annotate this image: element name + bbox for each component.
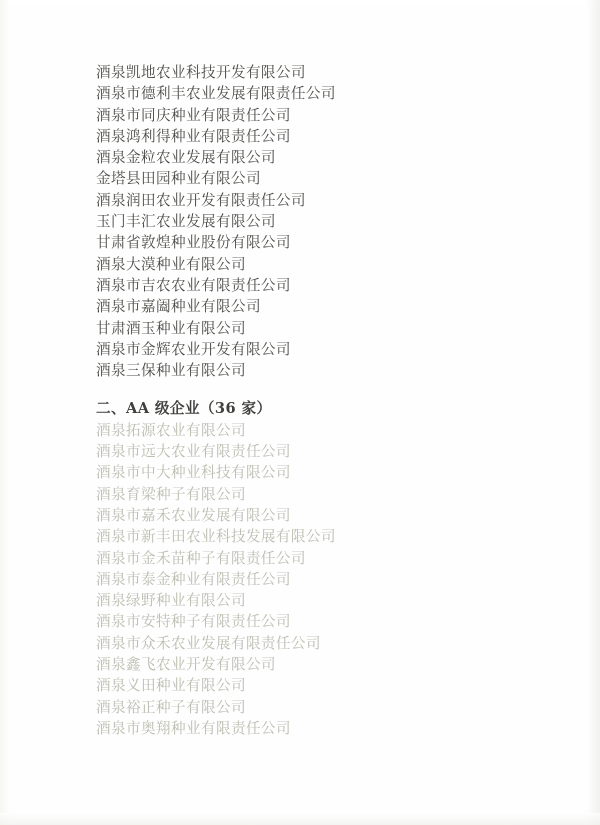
company-name-line: 酒泉大漠种业有限公司 — [96, 255, 246, 273]
paragraph-spacer — [96, 381, 560, 398]
company-name-line: 酒泉金粒农业发展有限公司 — [96, 149, 276, 167]
company-name-line: 酒泉市嘉禾农业发展有限公司 — [96, 506, 291, 524]
company-name-line: 金塔县田园种业有限公司 — [96, 170, 261, 188]
page-top-margin — [0, 0, 600, 6]
company-name-line: 酒泉鑫飞农业开发有限公司 — [96, 656, 276, 674]
company-name-line: 酒泉润田农业开发有限责任公司 — [96, 191, 306, 209]
company-name-line: 酒泉裕正种子有限公司 — [96, 698, 246, 716]
document-body — [96, 62, 560, 739]
company-name-line: 酒泉市远大农业有限责任公司 — [96, 443, 291, 461]
page-left-edge-shading — [0, 0, 10, 825]
company-name-line: 酒泉市吉农农业有限责任公司 — [96, 276, 291, 294]
company-name-line: 甘肃省敦煌种业股份有限公司 — [96, 234, 291, 252]
page-right-edge-shading — [586, 0, 600, 825]
company-name-line: 酒泉三保种业有限公司 — [96, 362, 246, 380]
company-name-line: 酒泉市新丰田农业科技发展有限公司 — [96, 528, 336, 546]
company-name-line: 酒泉市德利丰农业发展有限责任公司 — [96, 85, 336, 103]
company-name-line: 酒泉市安特种子有限责任公司 — [96, 613, 291, 631]
company-name-line: 酒泉凯地农业科技开发有限公司 — [96, 64, 306, 81]
company-name-line: 酒泉市泰金种业有限责任公司 — [96, 570, 291, 588]
section-heading: 二、AA 级企业（36 家） — [96, 400, 272, 418]
company-name-line: 酒泉义田种业有限公司 — [96, 677, 246, 695]
company-name-line: 甘肃酒玉种业有限公司 — [96, 319, 246, 337]
company-name-line: 酒泉市奥翔种业有限责任公司 — [96, 719, 291, 737]
company-name-line: 酒泉市金禾苗种子有限责任公司 — [96, 549, 306, 567]
company-name-line: 酒泉市中大种业科技有限公司 — [96, 464, 291, 482]
company-name-line: 酒泉市金辉农业开发有限公司 — [96, 340, 291, 358]
company-name-line: 酒泉拓源农业有限公司 — [96, 421, 246, 439]
company-name-line: 玉门丰汇农业发展有限公司 — [96, 213, 276, 231]
company-name-line: 酒泉绿野种业有限公司 — [96, 592, 246, 610]
company-name-line: 酒泉市嘉阖种业有限公司 — [96, 298, 261, 316]
page-bottom-edge-shading — [0, 813, 600, 825]
company-name-line: 酒泉鸿利得种业有限责任公司 — [96, 127, 291, 145]
company-name-line: 酒泉市同庆种业有限责任公司 — [96, 106, 291, 124]
company-name-line: 酒泉育梁种子有限公司 — [96, 485, 246, 503]
company-name-line: 酒泉市众禾农业发展有限责任公司 — [96, 634, 321, 652]
